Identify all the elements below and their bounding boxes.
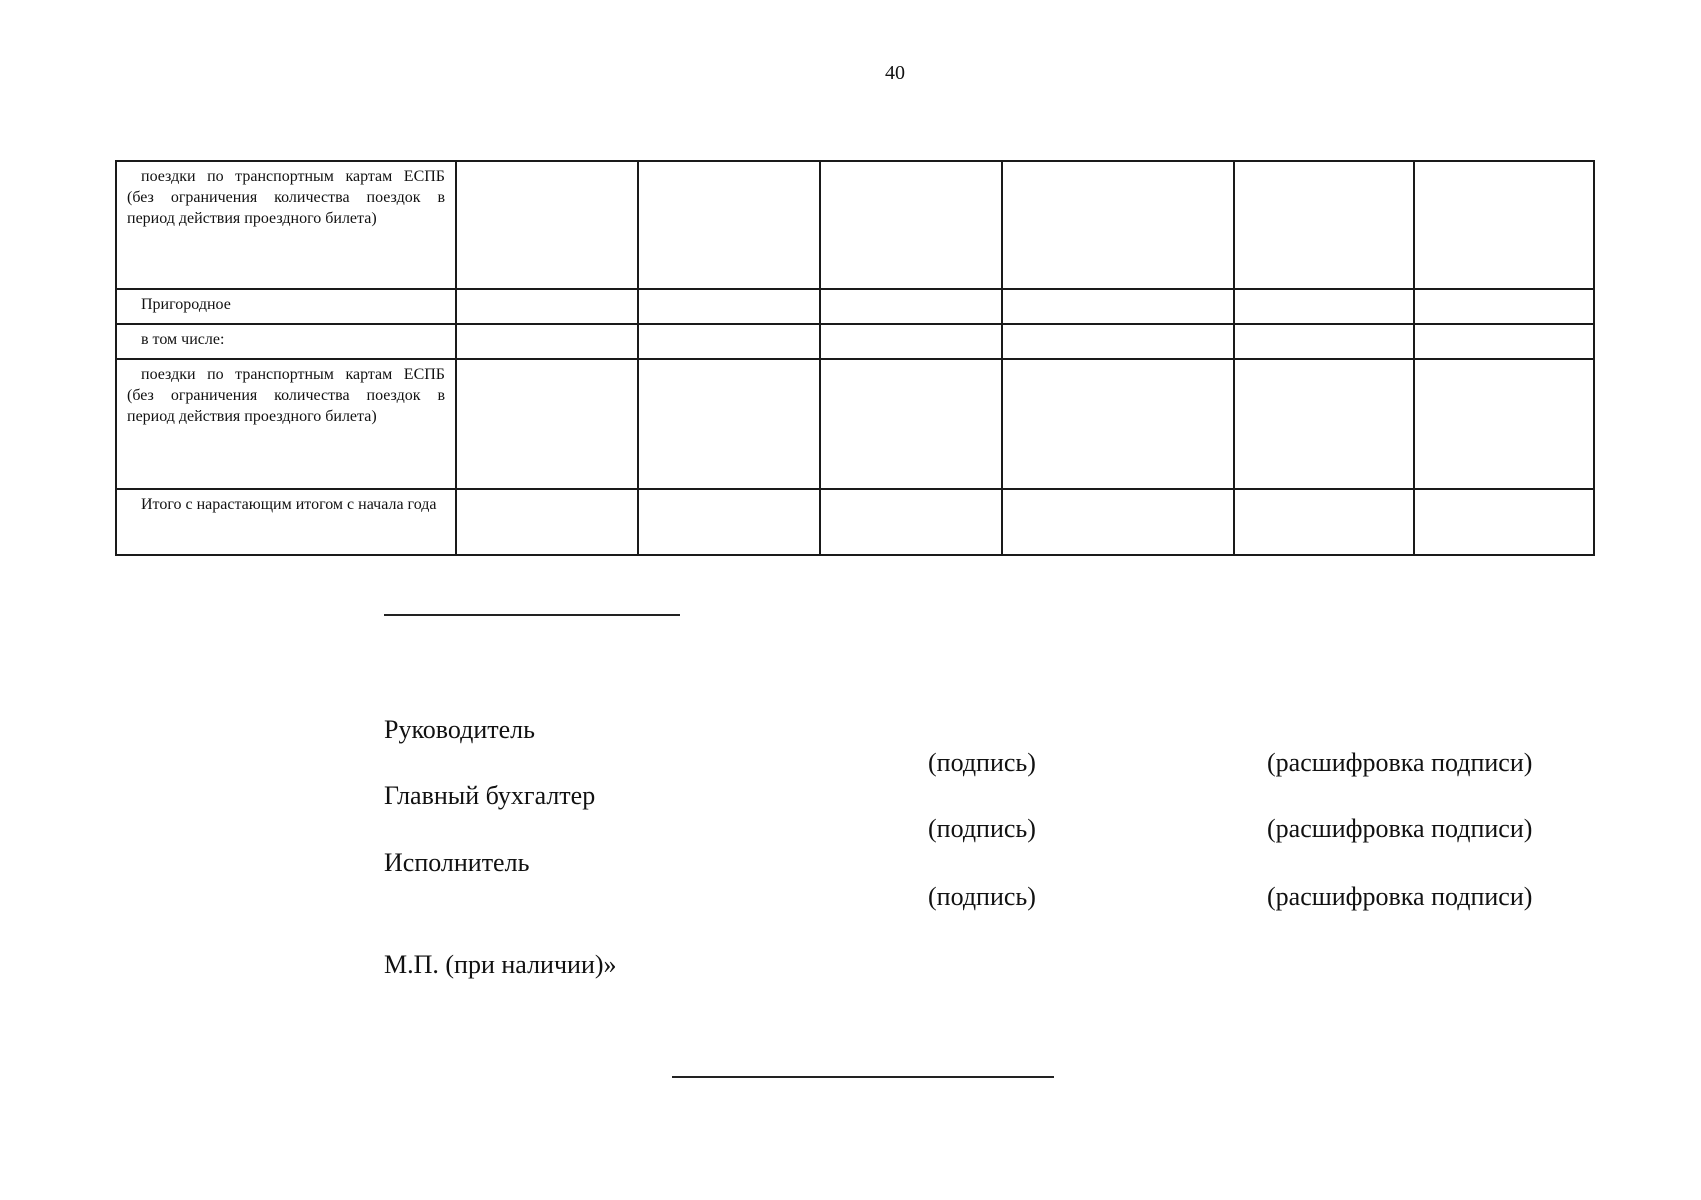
table-cell <box>456 359 638 489</box>
table-row <box>116 359 1594 489</box>
separator-line <box>672 1076 1054 1078</box>
table-cell <box>638 161 820 289</box>
table-cell <box>1414 161 1594 289</box>
table-cell <box>456 324 638 359</box>
signature-decoding-hint: (расшифровка подписи) <box>1267 814 1533 843</box>
table-cell <box>1234 489 1414 555</box>
table-cell <box>456 489 638 555</box>
role-label-executor: Исполнитель <box>384 848 530 877</box>
row-label: в том числе: <box>116 324 456 359</box>
table-cell <box>1414 289 1594 324</box>
signature-hint: (подпись) <box>928 748 1036 777</box>
signature-hint: (подпись) <box>928 882 1036 911</box>
signature-decoding-hint: (расшифровка подписи) <box>1267 882 1533 911</box>
table-cell <box>638 359 820 489</box>
table-cell <box>820 289 1002 324</box>
separator-line <box>384 614 680 616</box>
row-label: Пригородное <box>116 289 456 324</box>
table-cell <box>1002 324 1234 359</box>
table-cell <box>638 324 820 359</box>
table-cell <box>1002 289 1234 324</box>
table-cell <box>820 324 1002 359</box>
table-row <box>116 489 1594 555</box>
table-cell <box>820 489 1002 555</box>
stamp-note: М.П. (при наличии)» <box>384 950 617 979</box>
table-cell <box>456 161 638 289</box>
table-cell <box>456 289 638 324</box>
role-label-director: Руководитель <box>384 715 535 744</box>
table-cell <box>1414 359 1594 489</box>
table-cell <box>638 289 820 324</box>
role-label-chief-accountant: Главный бухгалтер <box>384 781 596 810</box>
page-number: 40 <box>885 62 905 84</box>
table-row <box>116 289 1594 324</box>
signature-decoding-hint: (расшифровка подписи) <box>1267 748 1533 777</box>
table-cell <box>1234 161 1414 289</box>
row-label: поездки по транспортным картам ЕСПБ (без ограничения количества поездок в период действия проездного билета) <box>116 359 456 489</box>
row-label: Итого с нарастающим итогом с начала года <box>116 489 456 555</box>
table-cell <box>820 359 1002 489</box>
table-cell <box>820 161 1002 289</box>
table-row <box>116 161 1594 289</box>
table-cell <box>1414 324 1594 359</box>
table-cell <box>1002 161 1234 289</box>
table-cell <box>1234 289 1414 324</box>
table-cell <box>1234 359 1414 489</box>
table-row <box>116 324 1594 359</box>
report-table <box>115 160 1595 556</box>
table-cell <box>1234 324 1414 359</box>
table-cell <box>1002 489 1234 555</box>
table-cell <box>1002 359 1234 489</box>
signature-hint: (подпись) <box>928 814 1036 843</box>
table-cell <box>638 489 820 555</box>
table-cell <box>1414 489 1594 555</box>
row-label: поездки по транспортным картам ЕСПБ (без ограничения количества поездок в период действия проездного билета) <box>116 161 456 289</box>
